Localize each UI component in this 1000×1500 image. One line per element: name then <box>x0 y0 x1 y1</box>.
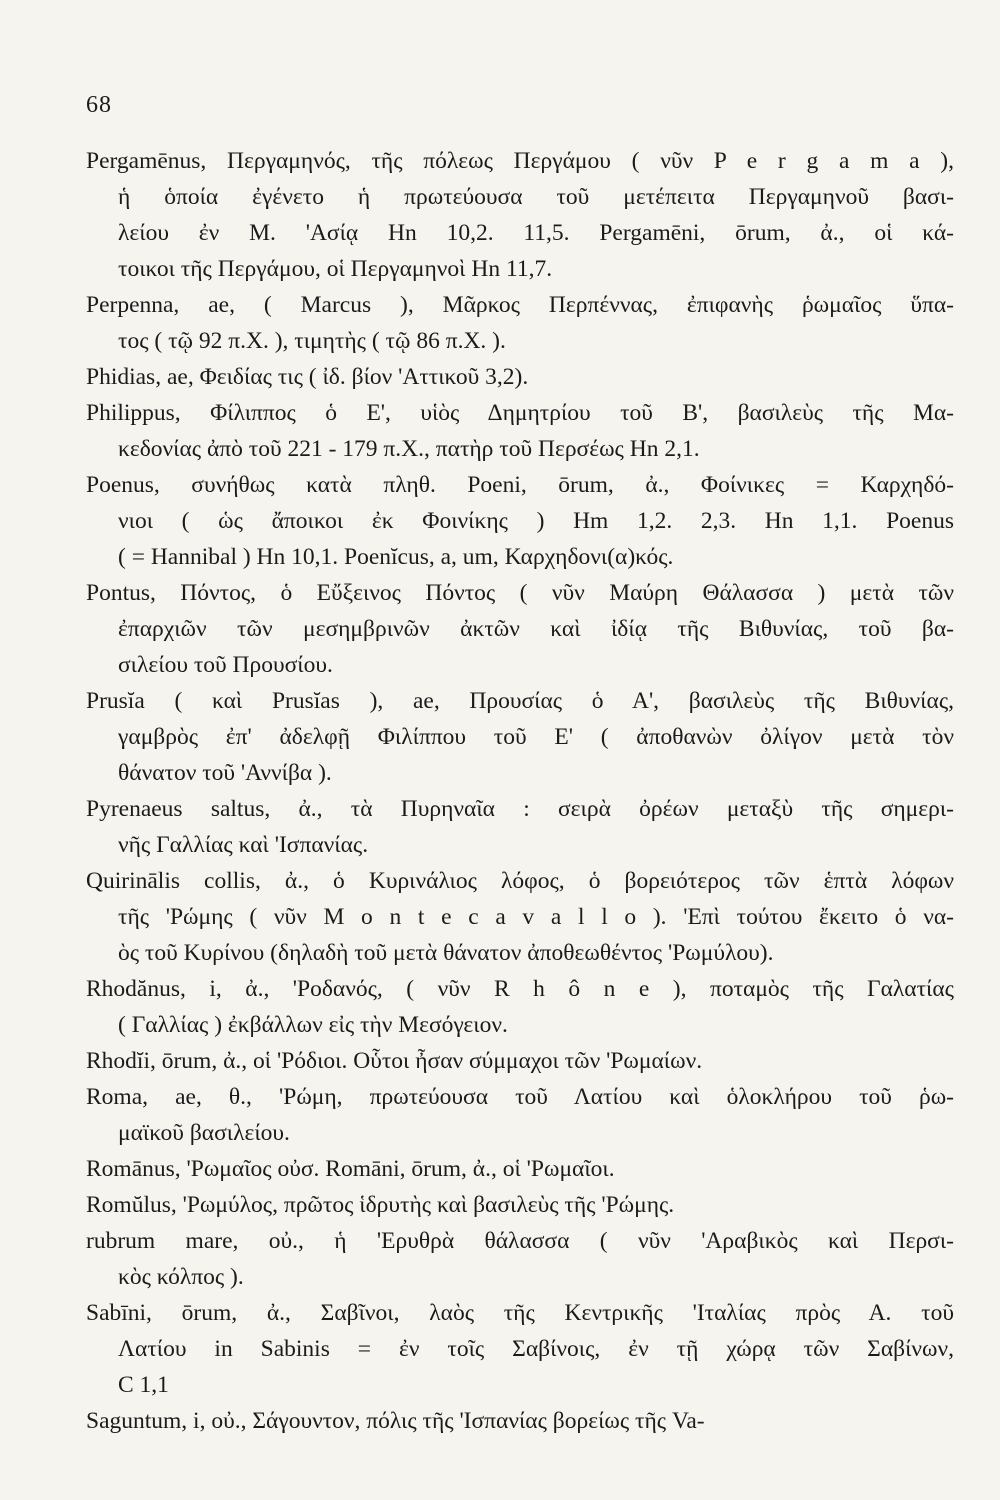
dictionary-entry <box>86 1079 954 1151</box>
page-number: 68 <box>86 92 112 118</box>
entry-continuation-line: κεδονίας ἀπὸ τοῦ 221 - 179 π.Χ., πατὴρ τοῦ Περσέως Hn 2,1. <box>118 436 700 462</box>
entry-continuation-line: νιοι ( ὡς ἄποικοι ἐκ Φοινίκης ) Hm 1,2. 2,3. Hn 1,1. Poenus <box>118 508 954 534</box>
entry-continuation-line: ( Γαλλίας ) ἐκβάλλων εἰς τὴν Μεσόγειον. <box>118 1012 508 1038</box>
entry-continuation-line: τῆς 'Ρώμης ( νῦν M o n t e c a v a l l o ). 'Επὶ τούτου ἔκειτο ὁ να- <box>118 904 954 930</box>
dictionary-entry <box>86 359 954 395</box>
entry-headline: Pyrenaeus saltus, ἀ., τὰ Πυρηναῖα : σειρὰ ὀρέων μεταξὺ τῆς σημερι- <box>86 796 954 822</box>
dictionary-entry <box>86 1223 954 1295</box>
entry-headline: Perpenna, ae, ( Marcus ), Μᾶρκος Περπέννας, ἐπιφανὴς ῥωμαῖος ὕπα- <box>86 292 954 318</box>
entry-continuation-line: μαϊκοῦ βασιλείου. <box>118 1120 290 1146</box>
entry-headline: Poenus, συνήθως κατὰ πληθ. Poeni, ōrum, ἀ., Φοίνικες = Καρχηδό- <box>86 472 954 498</box>
entry-headline: Pontus, Πόντος, ὁ Εὔξεινος Πόντος ( νῦν Μαύρη Θάλασσα ) μετὰ τῶν <box>86 580 954 606</box>
dictionary-entry <box>86 863 954 971</box>
entry-headline: Prusĭa ( καὶ Prusĭas ), ae, Προυσίας ὁ Α', βασιλεὺς τῆς Βιθυνίας, <box>86 688 954 714</box>
dictionary-entries <box>86 143 954 1439</box>
entry-headline: Romānus, 'Ρωμαῖος οὐσ. Romāni, ōrum, ἀ., οἱ 'Ρωμαῖοι. <box>86 1156 615 1182</box>
entry-headline: Roma, ae, θ., 'Ρώμη, πρωτεύουσα τοῦ Λατίου καὶ ὁλοκλήρου τοῦ ῥω- <box>86 1084 954 1110</box>
dictionary-entry <box>86 1043 954 1079</box>
entry-continuation-line: γαμβρὸς ἐπ' ἀδελφῇ Φιλίππου τοῦ Ε' ( ἀποθανὼν ὀλίγον μετὰ τὸν <box>118 724 954 750</box>
entry-headline: Rhodĭi, ōrum, ἀ., οἱ 'Ρόδιοι. Οὗτοι ἦσαν σύμμαχοι τῶν 'Ρωμαίων. <box>86 1048 703 1074</box>
dictionary-entry <box>86 1151 954 1187</box>
entry-headline: Phidias, ae, Φειδίας τις ( ἰδ. βίον 'Αττικοῦ 3,2). <box>86 364 529 390</box>
entry-headline: Saguntum, i, οὐ., Σάγουντον, πόλις τῆς 'Ισπανίας βορείως τῆς Va- <box>86 1408 705 1434</box>
entry-headline: Romŭlus, 'Ρωμύλος, πρῶτος ἱδρυτὴς καὶ βασιλεὺς τῆς 'Ρώμης. <box>86 1192 675 1218</box>
dictionary-entry <box>86 791 954 863</box>
entry-continuation-line: ὸς τοῦ Κυρίνου (δηλαδὴ τοῦ μετὰ θάνατον ἀποθεωθέντος 'Ρωμύλου). <box>118 940 774 966</box>
entry-headline: Quirinālis collis, ἀ., ὁ Κυρινάλιος λόφος, ὁ βορειότερος τῶν ἑπτὰ λόφων <box>86 868 954 894</box>
entry-headline: rubrum mare, οὐ., ἡ 'Ερυθρὰ θάλασσα ( νῦν 'Αραβικὸς καὶ Περσι- <box>86 1228 954 1254</box>
entry-headline: Pergamēnus, Περγαμηνός, τῆς πόλεως Περγάμου ( νῦν P e r g a m a ), <box>86 148 954 174</box>
dictionary-entry <box>86 143 954 287</box>
dictionary-entry <box>86 575 954 683</box>
dictionary-entry <box>86 1187 954 1223</box>
entry-continuation-line: κὸς κόλπος ). <box>118 1264 244 1290</box>
entry-continuation-line: νῆς Γαλλίας καὶ 'Ισπανίας. <box>118 832 369 858</box>
entry-continuation-line: θάνατον τοῦ 'Αννίβα ). <box>118 760 332 786</box>
entry-headline: Rhodănus, i, ἀ., 'Ροδανός, ( νῦν R h ô n e ), ποταμὸς τῆς Γαλατίας <box>86 976 954 1002</box>
dictionary-entry <box>86 467 954 575</box>
dictionary-entry <box>86 971 954 1043</box>
entry-continuation-line: ( = Hannibal ) Hn 10,1. Poenĭcus, a, um, Καρχηδονι(α)κός. <box>118 544 674 570</box>
entry-continuation-line: ἐπαρχιῶν τῶν μεσημβρινῶν ἀκτῶν καὶ ἰδίᾳ τῆς Βιθυνίας, τοῦ βα- <box>118 616 954 642</box>
entry-headline: Philippus, Φίλιππος ὁ Ε', υἱὸς Δημητρίου τοῦ Β', βασιλεὺς τῆς Μα- <box>86 400 954 426</box>
entry-continuation-line: σιλείου τοῦ Προυσίου. <box>118 652 333 678</box>
dictionary-entry <box>86 1403 954 1439</box>
entry-continuation-line: Λατίου in Sabinis = ἐν τοῖς Σαβίνοις, ἐν τῇ χώρᾳ τῶν Σαβίνων, <box>118 1336 954 1362</box>
entry-continuation-line: C 1,1 <box>118 1372 169 1398</box>
entry-continuation-line: λείου ἐν Μ. 'Ασίᾳ Hn 10,2. 11,5. Pergamēni, ōrum, ἀ., οἱ κά- <box>118 220 954 246</box>
entry-continuation-line: τοικοι τῆς Περγάμου, οἱ Περγαμηνοὶ Hn 11,7. <box>118 256 553 282</box>
entry-continuation-line: ἡ ὁποία ἐγένετο ἡ πρωτεύουσα τοῦ μετέπειτα Περγαμηνοῦ βασι- <box>118 184 954 210</box>
entry-headline: Sabīni, ōrum, ἀ., Σαβῖνοι, λαὸς τῆς Κεντρικῆς 'Ιταλίας πρὸς Α. τοῦ <box>86 1300 954 1326</box>
dictionary-entry <box>86 683 954 791</box>
dictionary-entry <box>86 287 954 359</box>
entry-continuation-line: τος ( τῷ 92 π.Χ. ), τιμητὴς ( τῷ 86 π.Χ. ). <box>118 328 506 354</box>
dictionary-entry <box>86 395 954 467</box>
dictionary-entry <box>86 1295 954 1403</box>
